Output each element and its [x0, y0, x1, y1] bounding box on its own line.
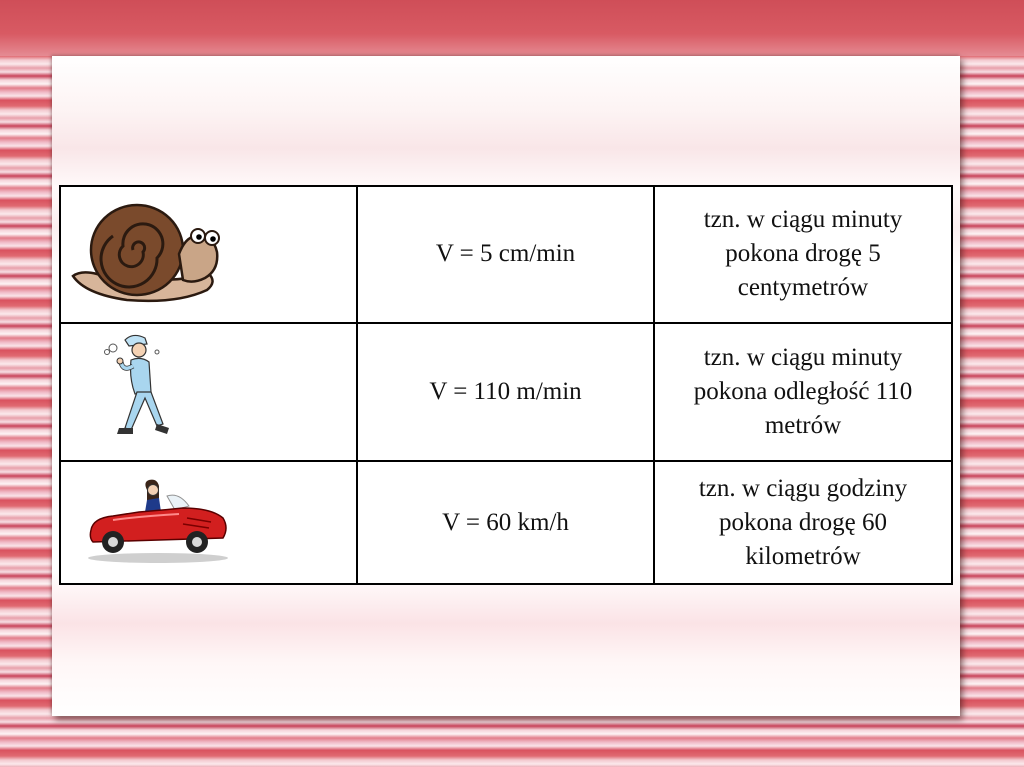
- walking-man-icon: [101, 332, 191, 452]
- description-cell: [654, 461, 952, 584]
- velocity-description: tzn. w ciągu minuty pokona odległość 110 metrów: [693, 344, 913, 440]
- image-cell: [60, 461, 357, 584]
- velocity-formula: V = 60 km/h: [357, 461, 654, 584]
- velocity-formula: V = 5 cm/min: [357, 186, 654, 323]
- slide-panel: [52, 56, 960, 716]
- velocity-formula: V = 110 m/min: [357, 323, 654, 462]
- snail-icon: [67, 194, 227, 314]
- background-stripe-band: [0, 0, 1024, 56]
- velocity-description: tzn. w ciągu godziny pokona drogę 60 kilometrów: [698, 474, 908, 570]
- velocity-description: tzn. w ciągu minuty pokona drogę 5 centymetrów: [703, 206, 903, 302]
- image-cell: [60, 186, 357, 323]
- red-car-icon: [83, 478, 233, 568]
- description-cell: [654, 323, 952, 462]
- table-row: [60, 323, 952, 462]
- image-cell: [60, 323, 357, 462]
- table-row: [60, 186, 952, 323]
- speed-table: [59, 185, 953, 585]
- table-row: [60, 461, 952, 584]
- description-cell: [654, 186, 952, 323]
